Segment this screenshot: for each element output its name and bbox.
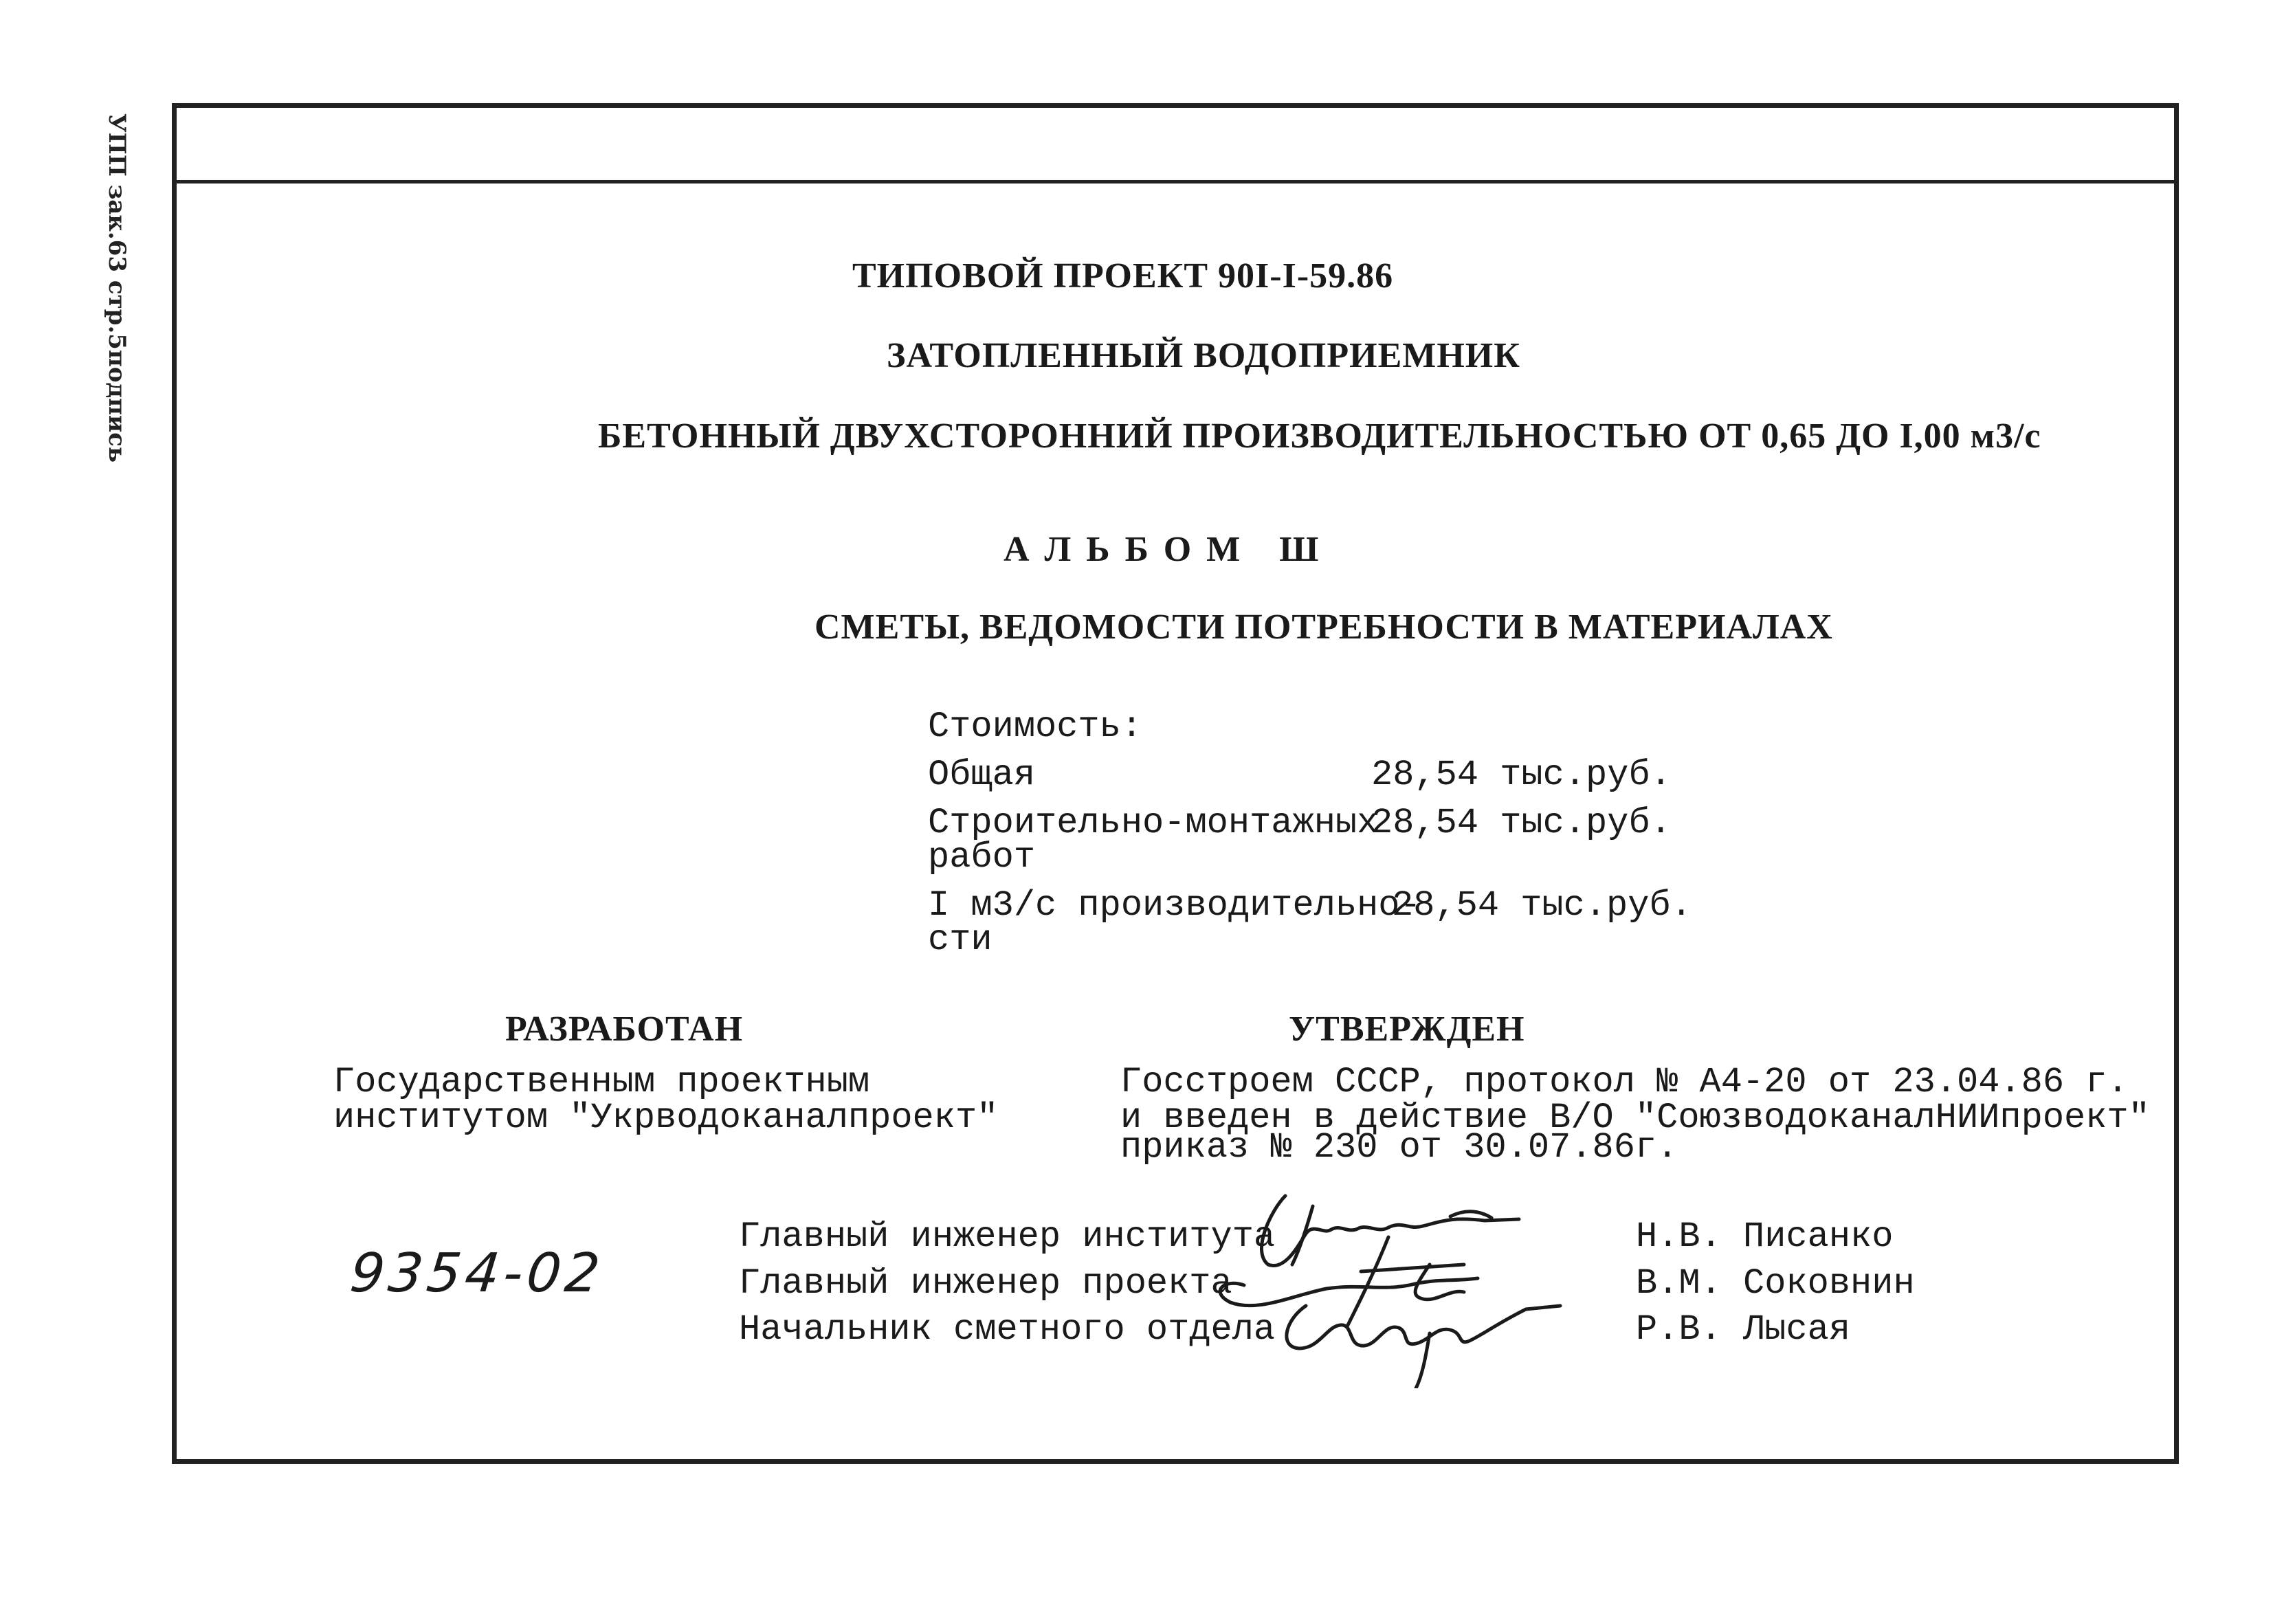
object-title: ЗАТОПЛЕННЫЙ ВОДОПРИЕМНИК xyxy=(887,336,1520,375)
developed-line1: Государственным проектным xyxy=(333,1062,870,1102)
signatory-name-2: В.М. Соковнин xyxy=(1636,1263,1915,1304)
approved-line3: приказ № 230 от 30.07.86г. xyxy=(1120,1127,1678,1168)
signatory-role-1: Главный инженер института xyxy=(739,1216,1276,1257)
signatory-name-3: Р.В. Лысая xyxy=(1636,1309,1851,1350)
side-stamp: УПП зак.63 стр.5подпись xyxy=(103,113,131,463)
header-divider xyxy=(172,180,2179,183)
approved-heading: УТВЕРЖДЕН xyxy=(1289,1010,1525,1049)
signatory-name-1: Н.В. Писанко xyxy=(1636,1216,1894,1257)
cost-label-total: Общая xyxy=(928,755,1036,795)
cost-value-total: 28,54 тыс.руб. xyxy=(1371,755,1672,795)
object-description: БЕТОННЫЙ ДВУХСТОРОННИЙ ПРОИЗВОДИТЕЛЬНОСТЬЮ ОТ 0,65 ДО I,00 м3/с xyxy=(598,416,2041,456)
project-title: ТИПОВОЙ ПРОЕКТ 90I-I-59.86 xyxy=(852,256,1394,296)
cost-label-construction: Строительно-монтажных xyxy=(928,803,1379,843)
inventory-number: 9354-02 xyxy=(347,1243,607,1304)
cost-label-construction-cont: работ xyxy=(928,837,1036,878)
signature-graphic xyxy=(1203,1168,1629,1388)
cost-value-construction: 28,54 тыс.руб. xyxy=(1371,803,1672,843)
approved-line1: Госстроем СССР, протокол № А4-20 от 23.04.86 г. xyxy=(1120,1062,2129,1102)
signatory-role-3: Начальник сметного отдела xyxy=(739,1309,1276,1350)
album-subtitle: СМЕТЫ, ВЕДОМОСТИ ПОТРЕБНОСТИ В МАТЕРИАЛАХ xyxy=(814,608,1833,647)
cost-label-capacity: I м3/с производительно- xyxy=(928,885,1421,926)
signatory-role-2: Главный инженер проекта xyxy=(739,1263,1232,1304)
cost-value-capacity: 28,54 тыс.руб. xyxy=(1392,885,1692,926)
developed-line2: институтом "Укрводоканалпроект" xyxy=(333,1098,999,1138)
cost-heading: Стоимость: xyxy=(928,707,1143,747)
approved-line2: и введен в действие В/О "СоюзводоканалНИИпроект" xyxy=(1120,1098,2150,1138)
developed-heading: РАЗРАБОТАН xyxy=(505,1010,744,1049)
cost-label-capacity-cont: сти xyxy=(928,920,993,960)
album-title: АЛЬБОМ Ш xyxy=(1004,530,1334,569)
